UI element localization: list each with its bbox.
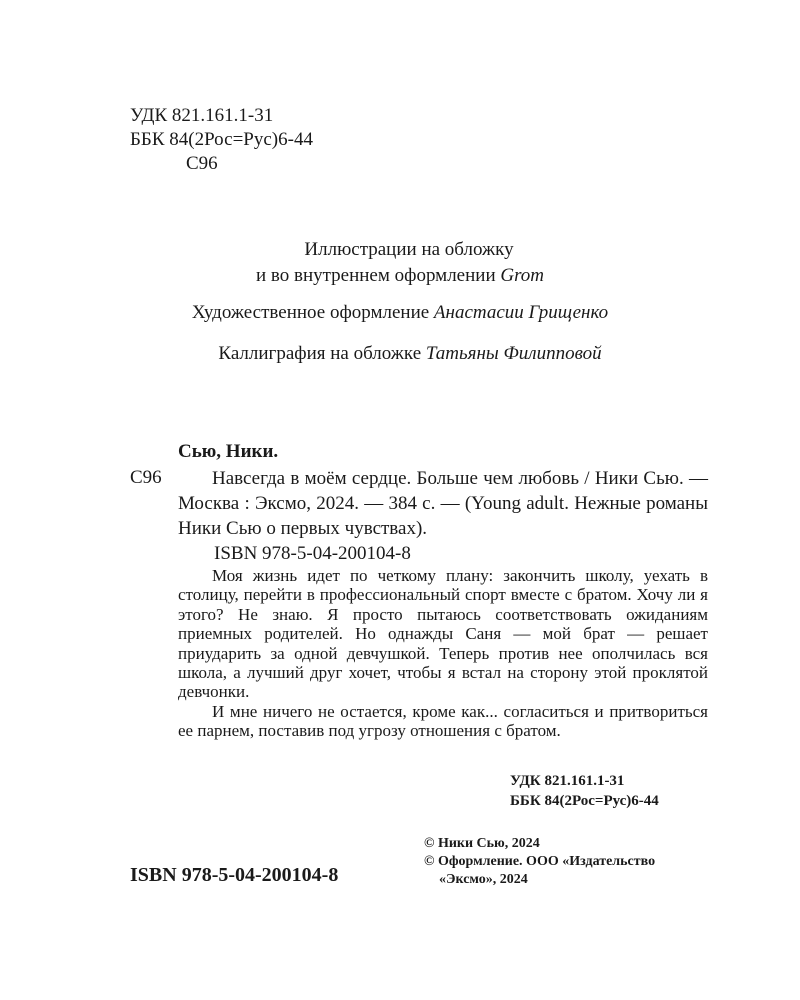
- bbk-code-bottom: ББК 84(2Рос=Рус)6-44: [510, 793, 659, 809]
- annotation-paragraph: Моя жизнь идет по четкому плану: закончить школу, уехать в столицу, перейти в профессиональный спорт вместе с братом. Хочу ли я этого? Не знаю. Я просто пытаюсь соответствовать ожиданиям приемных родителей. Но однажды Саня — мой брат — решает приударить за одной девчушкой. Теперь против нее ополчилась вся школа, а лучший друг хочет, чтобы я встал на сторону этой проклятой девчонки.: [178, 566, 708, 702]
- annotation-paragraph: И мне ничего не остается, кроме как... согласиться и притвориться ее парнем, поставив под угрозу отношения с братом.: [178, 701, 708, 741]
- entry-isbn: ISBN 978-5-04-200104-8: [214, 543, 411, 564]
- copyright-author: © Ники Сью, 2024: [424, 836, 540, 851]
- copyright-design: © Оформление. ООО «Издательство: [424, 854, 656, 869]
- design-credit-prefix: Художественное оформление: [191, 302, 430, 323]
- calligraphy-credit: [0, 340, 800, 368]
- copyright-publisher: «Эксмо», 2024: [439, 872, 528, 887]
- illustrations-artist: Grom: [500, 265, 544, 286]
- annotation: [178, 566, 708, 741]
- illustrations-credit-prefix: и во внутреннем оформлении: [255, 265, 496, 286]
- calligraphy-credit-prefix: Каллиграфия на обложке: [218, 343, 422, 364]
- udk-code-bottom: УДК 821.161.1-31: [510, 773, 625, 789]
- design-artist: Анастасии Грищенко: [433, 302, 609, 323]
- bibliographic-description: Навсегда в моём сердце. Больше чем любовь / Ники Сью. — Москва : Эксмо, 2024. — 384 с. — (Young adult. Нежные романы Ники Сью о первых чувствах).: [178, 468, 708, 539]
- illustrations-credit-line2: [0, 262, 800, 290]
- design-credit: [0, 299, 800, 327]
- author-mark: С96: [186, 153, 218, 174]
- illustrations-credit-line1: Иллюстрации на обложку: [304, 239, 514, 260]
- bbk-code: ББК 84(2Рос=Рус)6-44: [130, 129, 313, 150]
- isbn-main: ISBN 978-5-04-200104-8: [130, 864, 339, 886]
- calligraphy-artist: Татьяны Филипповой: [425, 343, 602, 364]
- entry-author-mark: С96: [130, 467, 162, 488]
- udk-code: УДК 821.161.1-31: [130, 105, 274, 126]
- author-heading: Сью, Ники.: [178, 441, 279, 462]
